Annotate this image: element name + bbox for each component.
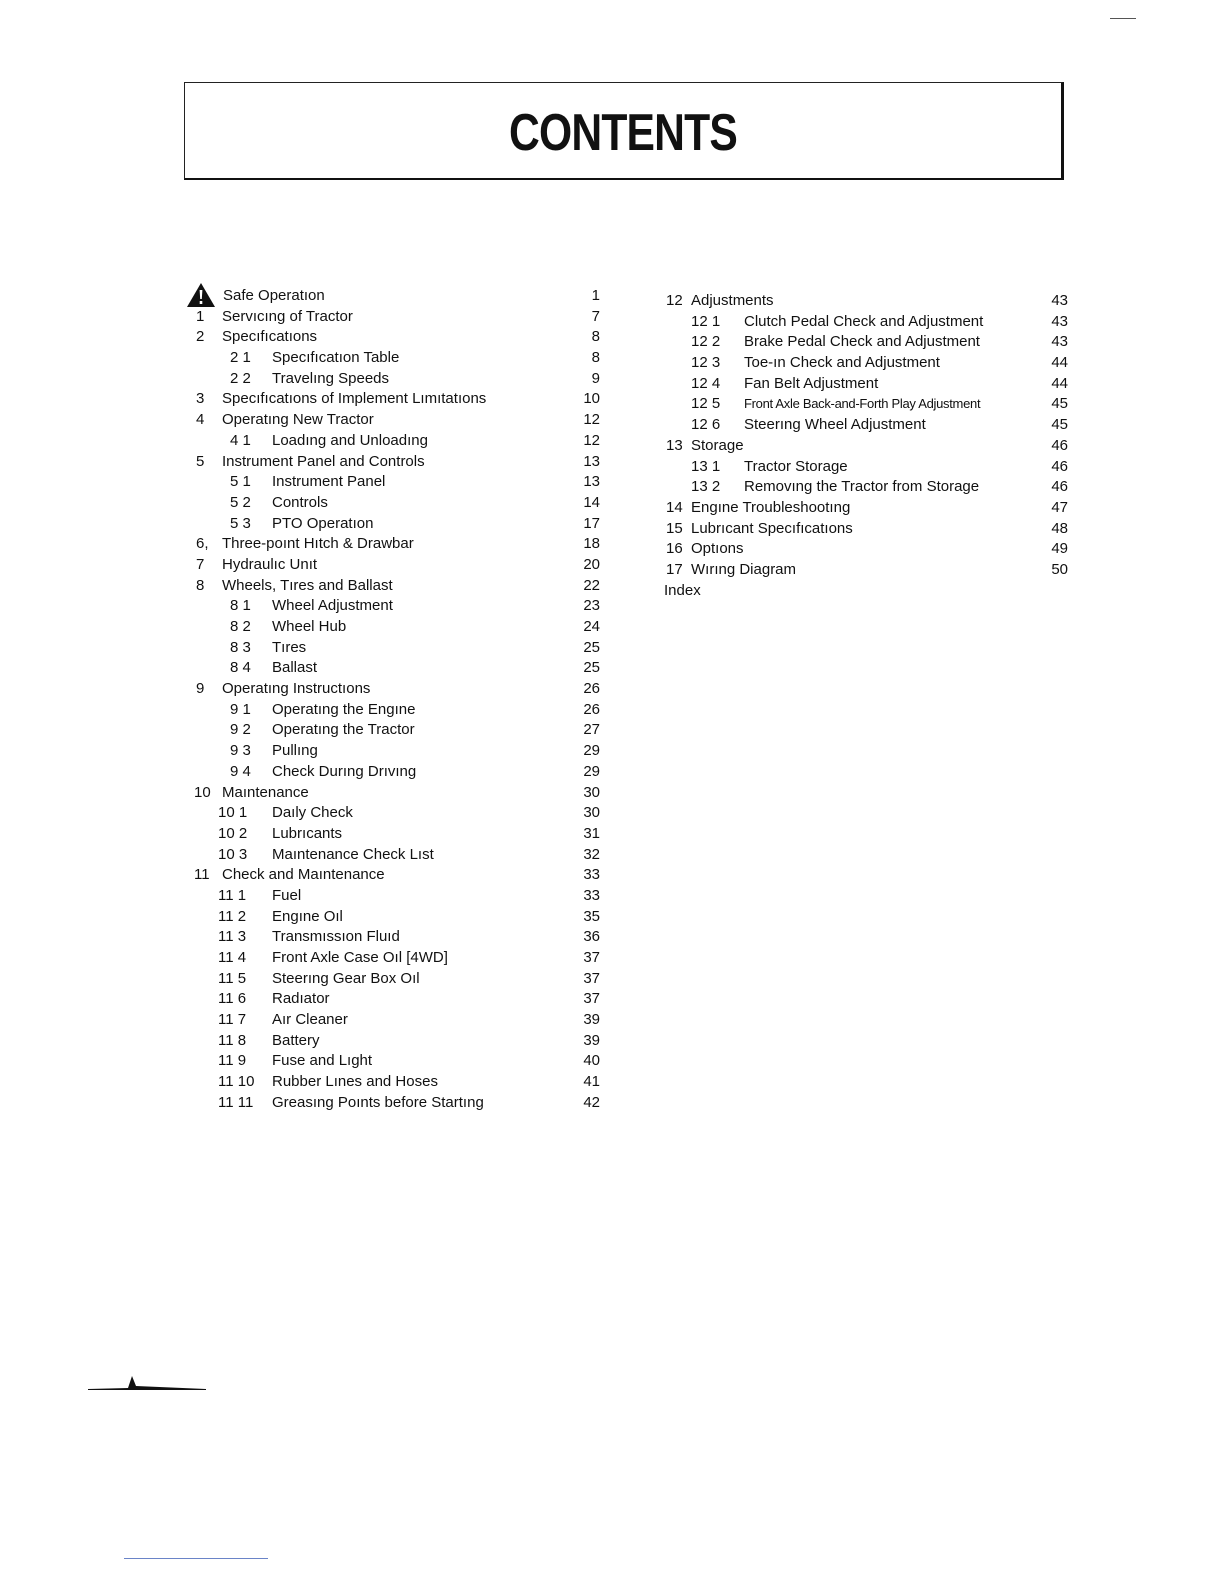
toc-entry[interactable] [186,534,606,555]
toc-entry[interactable] [186,886,606,907]
toc-entry-label: Lubrıcants [272,824,343,842]
toc-entry[interactable] [186,555,606,576]
toc-entry[interactable] [186,514,606,535]
toc-entry[interactable] [660,436,1072,457]
toc-entry[interactable] [186,989,606,1010]
toc-entry-page: 37 [583,969,600,987]
toc-entry-label: Specıfıcatıon Table [272,349,400,367]
toc-entry[interactable] [186,969,606,990]
toc-entry[interactable] [186,783,606,804]
toc-entry-label: Steerıng Gear Box Oıl [272,969,420,987]
toc-entry-label: Engıne Troubleshootıng [691,498,851,516]
toc-entry[interactable] [186,865,606,886]
toc-entry-number: 14 [666,498,683,516]
toc-entry-label: Safe Operatıon [223,287,325,304]
toc-entry-label: Tractor Storage [744,457,848,475]
toc-entry-number: 13 1 [691,457,721,475]
toc-entry-page: 8 [591,349,600,367]
toc-entry-number: 12 [666,292,683,309]
toc-entry-label: Aır Cleaner [272,1011,348,1029]
toc-entry[interactable] [186,576,606,597]
toc-entry[interactable] [186,286,606,307]
toc-entry-number: 9 2 [230,721,251,739]
toc-entry[interactable] [186,596,606,617]
toc-entry-page: 50 [1051,560,1068,578]
toc-entry-number: 8 2 [230,618,251,635]
toc-entry-page: 37 [583,990,600,1008]
toc-entry-number: 8 3 [230,638,251,656]
toc-entry-label: Radıator [272,990,330,1008]
toc-entry-label: Operatıng the Tractor [272,721,415,739]
toc-entry-page: 46 [1051,457,1068,475]
toc-entry-page: 40 [583,1052,600,1070]
toc-entry-label: Toe-ın Check and Adjustment [744,354,940,372]
toc-left-column [186,286,606,1114]
toc-entry-number: 4 [196,411,205,429]
toc-entry-page: 47 [1051,498,1068,516]
toc-entry-label: Adjustments [691,292,774,309]
toc-entry-number: 4 1 [230,431,251,449]
toc-entry[interactable] [186,1051,606,1072]
toc-entry-number: 9 3 [230,742,251,760]
toc-entry-page: 26 [583,700,600,718]
toc-entry-label: Wheel Hub [272,618,347,635]
toc-entry[interactable] [186,431,606,452]
toc-entry-number: 10 1 [218,804,248,822]
toc-entry-label: Pullıng [272,742,318,760]
toc-entry-label: Operatıng the Engıne [272,700,416,718]
toc-entry[interactable] [186,617,606,638]
toc-entry-page: 31 [583,824,600,842]
toc-entry[interactable] [186,1093,606,1114]
toc-entry-page: 8 [591,328,600,346]
toc-entry[interactable] [186,741,606,762]
toc-entry-page: 7 [591,307,600,325]
toc-entry-page: 45 [1051,395,1068,413]
toc-entry-page: 13 [583,473,600,491]
toc-entry[interactable] [660,415,1072,436]
toc-entry[interactable] [186,720,606,741]
toc-entry-label: Ballast [272,659,318,677]
toc-entry-page: 37 [583,949,600,966]
toc-entry-number: 2 1 [230,349,251,367]
toc-entry-label: Steerıng Wheel Adjustment [744,416,926,434]
toc-entry-number: 10 [194,783,211,801]
toc-entry-label: Maıntenance [222,783,309,801]
toc-entry-page: 44 [1051,354,1068,372]
toc-entry[interactable] [660,477,1072,498]
toc-entry[interactable] [660,312,1072,333]
toc-entry-label: Tıres [272,638,307,656]
toc-entry-label: Engıne Oıl [272,907,343,925]
toc-entry-label: Check and Maıntenance [222,866,385,884]
toc-entry-label: Greasıng Poınts before Startıng [272,1093,484,1111]
toc-entry-label: Travelıng Speeds [272,369,390,387]
toc-entry-label: Storage [691,436,744,454]
toc-entry-number: 5 2 [230,493,251,511]
toc-entry-number: 13 [666,436,683,454]
toc-entry-label: Maıntenance Check Lıst [272,845,434,863]
toc-entry-page: 25 [583,638,600,656]
toc-entry-page: 30 [583,804,600,822]
toc-entry-page: 24 [583,618,600,635]
toc-entry-label: Wheels, Tıres and Ballast [222,576,393,594]
scan-margin-mark [88,1372,206,1394]
toc-entry-number: 11 3 [218,928,247,946]
toc-entry-page: 46 [1051,436,1068,454]
toc-entry-label: Brake Pedal Check and Adjustment [744,333,980,351]
toc-entry-page: 33 [583,886,600,904]
toc-entry-page: 30 [583,783,600,801]
toc-entry-page: 39 [583,1031,600,1049]
toc-entry-label: Instrument Panel [272,473,386,491]
toc-entry[interactable] [186,307,606,328]
toc-entry-number: 12 5 [691,395,721,413]
toc-entry[interactable] [186,679,606,700]
toc-entry-label: Fuse and Lıght [272,1052,373,1070]
toc-entry-label: Specıfıcatıons of Implement Lımıtatıons [222,390,487,408]
toc-entry[interactable] [186,410,606,431]
toc-entry[interactable] [660,539,1072,560]
toc-entry-number: 13 2 [691,478,721,496]
toc-entry-number: 11 5 [218,969,247,987]
page-title: CONTENTS [509,104,737,162]
toc-entry[interactable] [186,824,606,845]
toc-entry-number: 3 [196,390,205,408]
toc-entry-page: 44 [1051,374,1068,392]
toc-entry[interactable] [186,700,606,721]
toc-entry-number: 2 [196,328,205,346]
toc-entry-page: 49 [1051,540,1068,558]
toc-entry[interactable] [660,519,1072,540]
toc-entry[interactable] [186,927,606,948]
toc-entry[interactable] [186,389,606,410]
toc-entry-number: 10 3 [218,845,248,863]
toc-entry[interactable] [186,845,606,866]
toc-entry-page: 14 [583,493,600,511]
toc-entry[interactable] [186,658,606,679]
toc-entry-label: Operatıng Instructıons [222,680,371,698]
toc-entry-label: Transmıssıon Fluıd [272,928,400,946]
toc-entry-page: 25 [583,659,600,677]
toc-entry-number: 11 2 [218,907,247,925]
toc-entry-label: Controls [272,493,328,511]
toc-entry-page: 48 [1051,519,1068,537]
toc-entry-page: 10 [583,390,600,408]
toc-entry[interactable] [660,498,1072,519]
toc-entry-label: Front Axle Back-and-Forth Play Adjustment [744,396,981,412]
toc-entry[interactable] [186,1010,606,1031]
toc-entry[interactable] [660,457,1072,478]
toc-entry-page: 1 [591,287,600,304]
toc-entry[interactable] [186,472,606,493]
toc-entry-number: 11 6 [218,990,247,1008]
toc-entry-page: 43 [1051,292,1068,309]
toc-entry-number: 5 3 [230,514,251,532]
toc-entry-number: 7 [196,555,205,573]
toc-entry-page: 36 [583,928,600,946]
toc-entry[interactable] [660,374,1072,395]
toc-entry-number: 8 [196,576,205,594]
toc-entry[interactable] [186,803,606,824]
toc-entry-label: Daıly Check [272,804,353,822]
toc-entry-page: 27 [583,721,600,739]
toc-entry-label: Servıcıng of Tractor [222,307,353,325]
toc-entry[interactable] [186,452,606,473]
warning-triangle-icon [186,282,216,308]
toc-entry[interactable] [660,291,1072,312]
toc-entry-page: 43 [1051,312,1068,330]
toc-entry-number: 9 [196,680,205,698]
toc-entry-page: 9 [591,369,600,387]
toc-entry-page: 12 [583,411,600,429]
toc-entry-number: 16 [666,540,683,558]
toc-entry-label: Battery [272,1031,320,1049]
toc-entry-number: 1 [196,307,205,325]
toc-entry[interactable] [186,907,606,928]
toc-entry-number: 12 1 [691,312,721,330]
toc-entry-page: 45 [1051,416,1068,434]
toc-entry-number: 2 2 [230,369,251,387]
toc-entry-label: Hydraulıc Unıt [222,555,318,573]
toc-entry-page: 43 [1051,333,1068,351]
toc-entry-page: 20 [583,555,600,573]
toc-entry[interactable] [186,762,606,783]
toc-entry-label: Loadıng and Unloadıng [272,431,428,449]
toc-entry-page: 29 [583,762,600,780]
toc-entry-label: Front Axle Case Oıl [4WD] [272,949,448,966]
toc-entry-number: 12 3 [691,354,721,372]
toc-entry-page: 35 [583,907,600,925]
toc-entry-label: Clutch Pedal Check and Adjustment [744,312,984,330]
toc-entry-number: 17 [666,560,683,578]
toc-entry[interactable] [660,332,1072,353]
toc-entry-number: 6, [196,535,209,553]
toc-entry[interactable] [186,327,606,348]
toc-entry-number: 9 1 [230,700,251,718]
toc-entry-page: 42 [583,1093,600,1111]
toc-entry-page: 41 [583,1073,600,1091]
toc-entry[interactable] [186,948,606,969]
title-box [184,82,1064,180]
toc-entry-number: 12 6 [691,416,721,434]
toc-entry-label: PTO Operatıon [272,514,374,532]
toc-entry-label: Fuel [272,886,302,904]
toc-right-column [660,291,1072,601]
toc-entry-label: Three-poınt Hıtch & Drawbar [222,535,414,553]
toc-entry-number: 11 9 [218,1052,247,1070]
toc-entry-number: 11 1 [218,886,247,904]
toc-entry-label: Instrument Panel and Controls [222,452,425,470]
toc-entry-number: 11 7 [218,1011,247,1029]
toc-entry-label: Wheel Adjustment [272,597,393,615]
toc-entry-page: 33 [583,866,600,884]
toc-entry-number: 10 2 [218,824,248,842]
toc-entry-page: 17 [583,514,600,532]
toc-entry-label: Removıng the Tractor from Storage [744,478,980,496]
toc-entry-page: 23 [583,597,600,615]
toc-entry-label: Wırıng Diagram [691,560,797,578]
toc-entry-page: 39 [583,1011,600,1029]
toc-entry-label: Operatıng New Tractor [222,411,374,429]
toc-entry-page: 26 [583,680,600,698]
toc-entry-number: 11 4 [218,949,247,966]
toc-entry-page: 46 [1051,478,1068,496]
toc-entry-number: 11 10 [218,1073,255,1091]
toc-entry-number: 5 [196,452,205,470]
toc-entry-page: 18 [583,535,600,553]
toc-entry[interactable] [660,560,1072,581]
toc-entry-page: 13 [583,452,600,470]
toc-entry-number: 8 1 [230,597,251,615]
toc-entry-page: 29 [583,742,600,760]
top-edge-mark [1110,18,1136,19]
toc-entry[interactable] [660,353,1072,374]
toc-entry-label: Index [664,581,701,599]
toc-entry-number: 9 4 [230,762,251,780]
toc-entry[interactable] [186,369,606,390]
toc-entry-number: 5 1 [230,473,251,491]
toc-entry-page: 12 [583,431,600,449]
toc-entry-page: 32 [583,845,600,863]
toc-entry-number: 12 4 [691,374,721,392]
toc-entry-page: 22 [583,576,600,594]
toc-entry-label: Fan Belt Adjustment [744,374,879,392]
toc-entry[interactable] [186,493,606,514]
toc-entry-label: Optıons [691,540,744,558]
toc-entry-number: 12 2 [691,333,721,351]
toc-entry-number: 11 8 [218,1031,247,1049]
toc-entry-label: Rubber Lınes and Hoses [272,1073,438,1091]
toc-entry-number: 11 [194,866,210,884]
toc-entry-label: Check Durıng Drıvıng [272,762,417,780]
toc-entry-label: Specıfıcatıons [222,328,318,346]
toc-entry[interactable] [186,348,606,369]
footer-rule [124,1558,268,1559]
toc-entry[interactable] [186,1031,606,1052]
toc-entry-label: Lubrıcant Specıfıcatıons [691,519,853,537]
toc-entry-number: 15 [666,519,683,537]
toc-entry[interactable] [186,638,606,659]
toc-entry[interactable] [660,394,1072,415]
toc-entry-number: 11 11 [218,1093,254,1111]
toc-entry[interactable] [186,1072,606,1093]
toc-entry-number: 8 4 [230,659,251,677]
toc-entry[interactable] [660,581,1072,602]
